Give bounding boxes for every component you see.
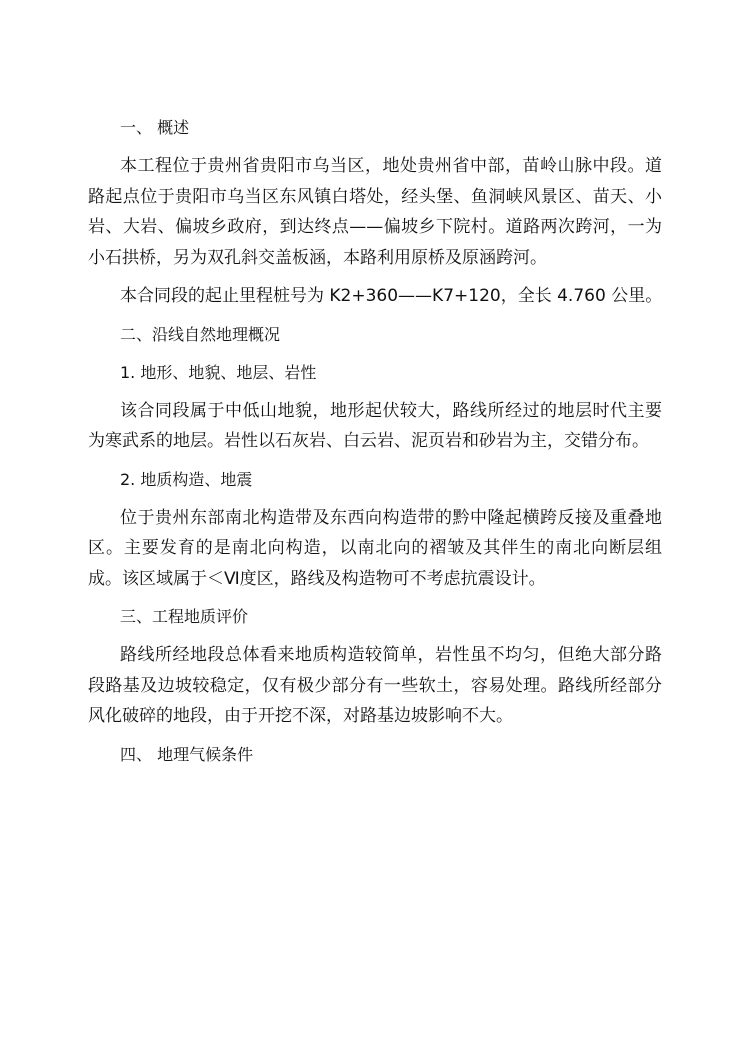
section-heading-climate: 四、 地理气候条件	[120, 744, 254, 764]
paragraph-geologic-structure: 位于贵州东部南北构造带及东西向构造带的黔中隆起横跨反接及重叠地区。主要发育的是南北向构造，以南北向的褶皱及其伴生的南北向断层组成。该区域属于＜Ⅵ度区，路线及构造物可不考虑抗震设计。	[88, 507, 662, 589]
paragraph-terrain-lithology: 该合同段属于中低山地貌，地形起伏较大，路线所经过的地层时代主要为寒武系的地层。岩性以石灰岩、白云岩、泥页岩和砂岩为主，交错分布。	[88, 400, 662, 451]
paragraph-chainage-range: 本合同段的起止里程桩号为 K2+360——K7+120，全长 4.760 公里。	[120, 286, 663, 306]
document-body	[88, 113, 662, 778]
section-heading-overview: 一、 概述	[120, 118, 190, 137]
subheading-terrain-lithology: 1. 地形、地貌、地层、岩性	[120, 362, 317, 382]
section-heading-engineering-geology: 三、工程地质评价	[120, 607, 249, 626]
paragraph-project-location: 本工程位于贵州省贵阳市乌当区，地处贵州省中部，苗岭山脉中段。道路起点位于贵阳市乌当区东风镇白塔处，经头堡、鱼洞峡风景区、苗天、小岩、大岩、偏坡乡政府，到达终点——偏坡乡下院村。道路两次跨河，一为小石拱桥，另为双孔斜交盖板涵，本路利用原桥及原涵跨河。	[88, 156, 662, 268]
subheading-geologic-structure-earthquake: 2. 地质构造、地震	[120, 469, 253, 489]
section-heading-natural-geography: 二、沿线自然地理概况	[120, 324, 281, 344]
paragraph-engineering-geology: 路线所经地段总体看来地质构造较简单，岩性虽不均匀，但绝大部分路段路基及边坡较稳定，仅有极少部分有一些软土，容易处理。路线所经部分风化破碎的地段，由于开挖不深，对路基边坡影响不大。	[88, 645, 662, 726]
